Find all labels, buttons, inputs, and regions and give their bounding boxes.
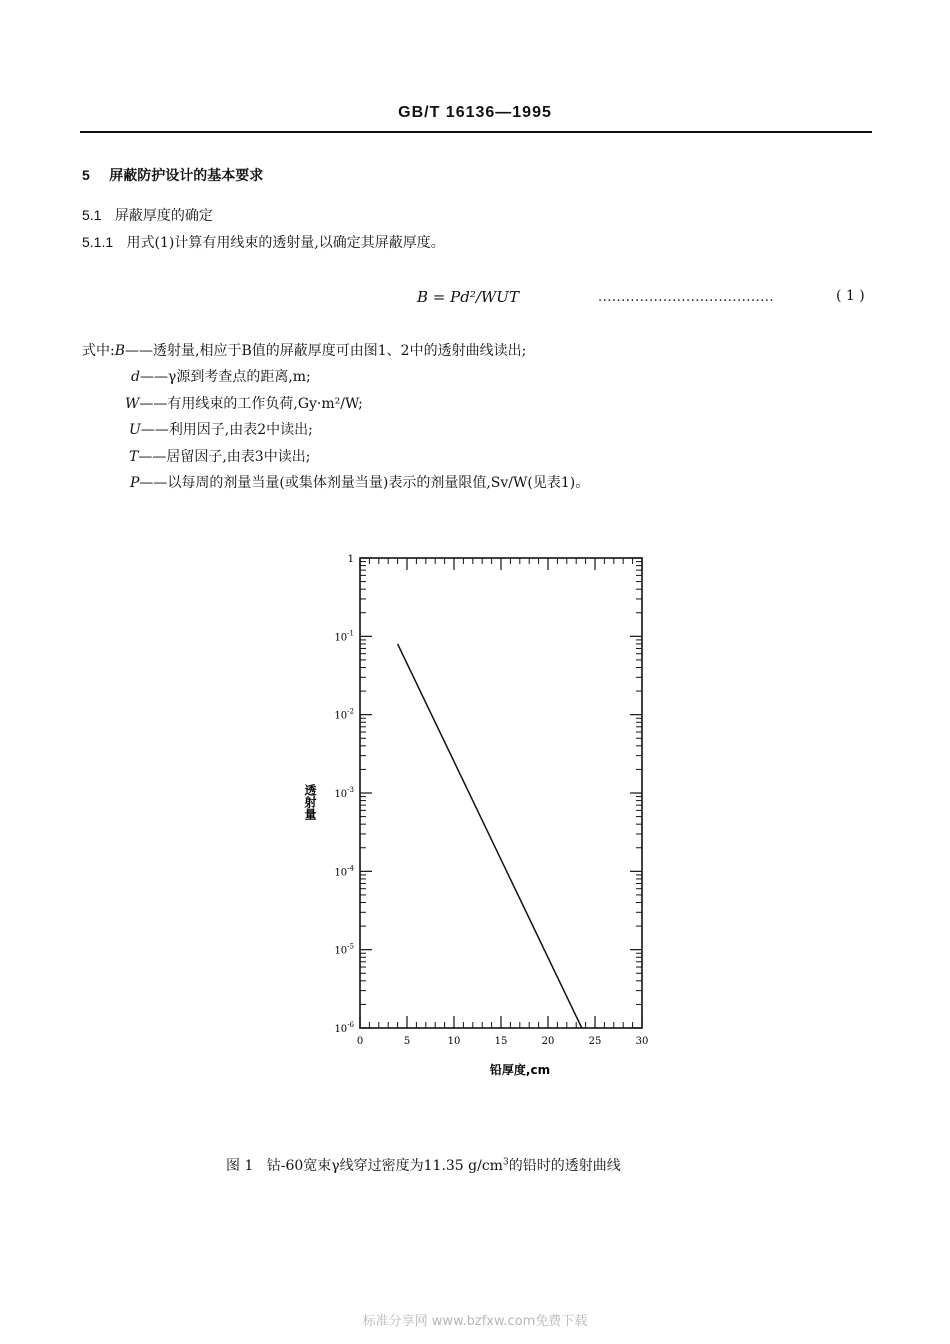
- formula-leader-dots: ......................................: [598, 290, 775, 305]
- transmission-chart: [296, 548, 676, 1088]
- y-tick-label: 1: [347, 554, 354, 565]
- definition-text: γ源到考查点的距离,m;: [167, 369, 311, 385]
- x-tick-label: 10: [447, 1036, 461, 1047]
- y-tick-label: $10^{-6}$: [334, 1021, 354, 1035]
- definition-text: 利用因子,由表2中读出;: [168, 422, 313, 438]
- definition-row-t: T——居留因子,由表3中读出;: [129, 449, 311, 465]
- section-5-heading: 5 屏蔽防护设计的基本要求: [82, 167, 264, 184]
- definition-symbol: P: [130, 475, 140, 491]
- plot-frame: [360, 558, 642, 1028]
- header-rule: [80, 131, 872, 133]
- definition-symbol: T: [129, 449, 139, 465]
- definition-row-u: U——利用因子,由表2中读出;: [129, 422, 313, 438]
- definition-symbol: d: [131, 369, 140, 385]
- y-tick-label: $10^{-4}$: [334, 864, 354, 879]
- definition-symbol: W: [125, 396, 140, 412]
- figure-label: 图 1: [226, 1158, 254, 1174]
- y-axis-label: 透射量: [303, 784, 317, 820]
- minor-ticks: [360, 558, 642, 1028]
- x-tick-label: 25: [588, 1036, 602, 1047]
- definitions-prefix: 式中:: [82, 343, 115, 359]
- formula-expression: B = Pd²/WUT: [417, 288, 519, 306]
- standard-code: GB/T 16136—1995: [398, 104, 552, 121]
- transmission-curve: [398, 644, 582, 1028]
- x-tick-label: 20: [541, 1036, 555, 1047]
- x-axis-ticks: [357, 558, 649, 1047]
- definition-text: 透射量,相应于B值的屏蔽厚度可由图1、2中的透射曲线读出;: [153, 343, 527, 359]
- definition-row-d: d——γ源到考查点的距离,m;: [131, 369, 311, 385]
- y-tick-label: $10^{-1}$: [334, 629, 354, 644]
- section-5-1-heading: 5.1 屏蔽厚度的确定: [82, 207, 213, 224]
- y-tick-label: $10^{-3}$: [334, 786, 354, 800]
- x-tick-label: 15: [494, 1036, 508, 1047]
- page-header: [0, 104, 950, 122]
- x-tick-label: 0: [356, 1036, 364, 1047]
- y-axis-ticks: [334, 554, 642, 1035]
- y-tick-label: $10^{-2}$: [334, 707, 354, 722]
- definition-text: 居留因子,由表3中读出;: [166, 449, 311, 465]
- section-5-1-1-paragraph: 5.1.1 用式(1)计算有用线束的透射量,以确定其屏蔽厚度。: [82, 234, 445, 251]
- definition-text: 有用线束的工作负荷,Gy·m²/W;: [167, 396, 363, 412]
- definition-symbol: B: [114, 343, 126, 359]
- definition-row-b: 式中:B——透射量,相应于B值的屏蔽厚度可由图1、2中的透射曲线读出;: [82, 343, 527, 359]
- formula-number: ( 1 ): [836, 288, 865, 304]
- figure-caption: 图 1 钴-60宽束γ线穿过密度为11.35 $g/cm^3$的铅时的透射曲线: [226, 1157, 621, 1174]
- x-tick-label: 5: [403, 1036, 411, 1047]
- x-tick-label: 30: [635, 1036, 649, 1047]
- definition-symbol: U: [129, 422, 141, 438]
- definition-row-p: P——以每周的剂量当量(或集体剂量当量)表示的剂量限值,Sv/W(见表1)。: [130, 475, 590, 491]
- footer-watermark: 标准分享网 www.bzfxw.com免费下载: [362, 1314, 588, 1329]
- definition-text: 以每周的剂量当量(或集体剂量当量)表示的剂量限值,Sv/W(见表1)。: [167, 475, 590, 491]
- y-tick-label: $10^{-5}$: [334, 942, 354, 957]
- definition-row-w: W——有用线束的工作负荷,Gy·m²/W;: [125, 396, 363, 412]
- x-axis-label: 铅厚度,cm: [489, 1063, 551, 1077]
